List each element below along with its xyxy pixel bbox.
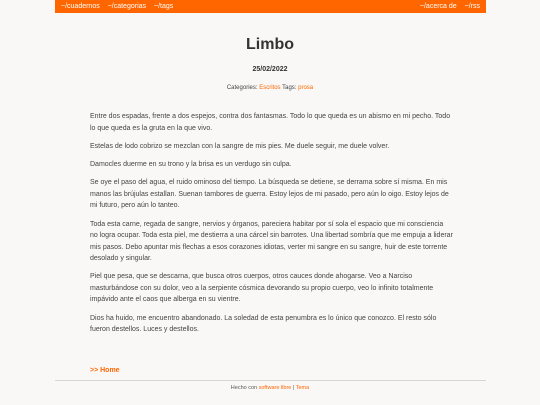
nav-right bbox=[420, 3, 480, 10]
paragraph: Entre dos espadas, frente a dos espejos, contra dos fantasmas. Todo lo que queda es un abismo en mi pecho. Todo lo que queda es la gruta en la que vivo. bbox=[90, 113, 451, 132]
categories-label: Categories: bbox=[226, 85, 258, 91]
footer-link-tema[interactable]: Tema bbox=[295, 385, 310, 391]
footer-separator: | bbox=[292, 385, 295, 391]
paragraph: Se oye el paso del agua, el ruido ominoso del tiempo. La búsqueda se detiene, se derrama sobre sí misma. En mis manos las brújulas estallan. Suenan tambores de guerra. Estoy lejos de mi pasado, pero aún lo oigo. Estoy lejos de mi futuro, pero aún lo tanteo. bbox=[90, 179, 449, 210]
nav-left bbox=[61, 3, 173, 10]
footer bbox=[0, 385, 540, 391]
paragraph: Piel que pesa, que se descarna, que busca otros cuerpos, otros cauces donde ahogarse. Veo a Narciso masturbándose con su dolor, veo a la serpiente cósmica devorando su propio cuerpo, veo lo infinito totalmente impávido ante el caos que alberga en su vientre. bbox=[90, 273, 434, 304]
tags-label: Tags: bbox=[282, 85, 297, 91]
nav-link-rss[interactable]: ~/rss bbox=[464, 3, 480, 10]
footer-link-software-libre[interactable]: software libre bbox=[258, 385, 292, 391]
paragraph: Dios ha huido, me encuentro abandonado. La soledad de esta penumbra es lo único que conozco. El resto sólo fueron destellos. Luces y destellos. bbox=[90, 314, 437, 334]
paragraph: Toda esta carne, regada de sangre, nervios y órganos, pareciera habitar por sí sola el espacio que mi consciencia no logra ocupar. Toda esta piel, me destierra a una cárcel sin barrotes. Una libertad sombría que me empuja a liderar mis pasos. Debo apuntar mis flechas a esos corazones idiotas, verter mi sangre en su sangre, huir de este torrente desolado y singular. bbox=[90, 220, 453, 263]
post-content bbox=[90, 111, 453, 343]
post-date: 25/02/2022 bbox=[252, 66, 288, 73]
top-nav-bar bbox=[55, 0, 486, 13]
paragraph: Estelas de lodo cobrizo se mezclan con la sangre de mis pies. Me duele seguir, me duele volver. bbox=[90, 142, 390, 150]
category-link[interactable]: Escritos bbox=[259, 85, 281, 91]
nav-link-acerca-de[interactable]: ~/acerca de bbox=[419, 3, 457, 10]
footer-divider bbox=[55, 380, 486, 381]
post-title: Limbo bbox=[246, 36, 294, 53]
post-meta bbox=[0, 85, 540, 91]
nav-link-tags[interactable]: ~/tags bbox=[153, 3, 174, 10]
footer-prefix: Hecho con bbox=[230, 385, 258, 391]
paragraph: Damocles duerme en su trono y la brisa es un verdugo sin culpa. bbox=[90, 161, 292, 169]
nav-link-categorias[interactable]: ~/categorias bbox=[107, 3, 147, 10]
tag-link[interactable]: prosa bbox=[298, 85, 314, 91]
home-link[interactable]: >> Home bbox=[90, 367, 120, 374]
nav-link-cuadernos[interactable]: ~/cuadernos bbox=[61, 3, 100, 10]
